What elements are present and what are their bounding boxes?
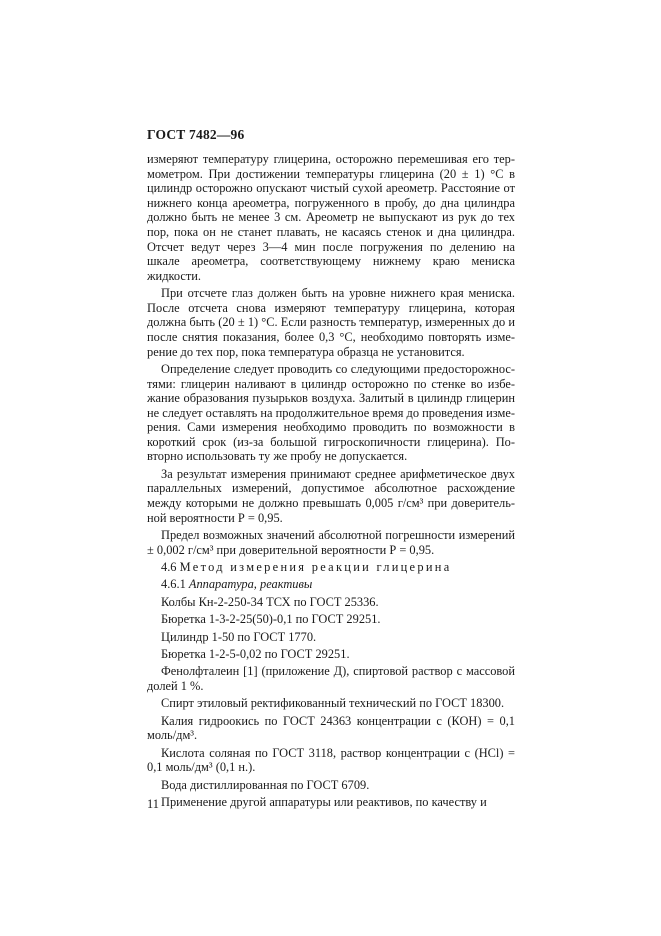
- list-item: Калия гидроокись по ГОСТ 24363 концентрации с (КОН) = 0,1 моль/дм³.: [147, 713, 515, 743]
- list-item: Применение другой аппаратуры или реактивов, по качеству и: [161, 795, 487, 810]
- list-item: Спирт этиловый ректификованный технический по ГОСТ 18300.: [161, 696, 505, 711]
- list-item: Цилиндр 1-50 по ГОСТ 1770.: [161, 629, 317, 644]
- list-item: Бюретка 1-2-5-0,02 по ГОСТ 29251.: [161, 646, 350, 661]
- subsection-number: 4.6.1: [161, 577, 186, 592]
- paragraph: Предел возможных значений абсолютной погрешности измерений ± 0,002 г/см³ при доверительной вероятности Р = 0,95.: [147, 528, 515, 557]
- subsection-title: Аппаратура, реактивы: [188, 577, 313, 592]
- paragraph: При отсчете глаз должен быть на уровне нижнего края мениска. После отсчета снова измеряют температуру глицерина, которая должна быть (20 ± 1) °С. Если разность температур, измеренных до и после снятия показания, более 0,3 °С, необходимо повторять измерение до тех пор, пока температура образца не установится.: [147, 286, 515, 359]
- paragraph: измеряют температуру глицерина, осторожно перемешивая его термометром. При достижении температуры глицерина (20 ± 1) °С в цилиндр осторожно опускают чистый сухой ареометр. Расстояние от нижнего конца ареометра, погруженного в пробу, до дна цилиндра должно быть не менее 3 см. Ареометр не выпускают из рук до тех пор, пока он не станет плавать, не касаясь стенок и дна цилиндра. Отсчет ведут через 3—4 мин после погружения по делению на шкале ареометра, соответствующему нижнему краю мениска жидкости.: [147, 152, 515, 283]
- paragraph: За результат измерения принимают среднее арифметическое двух параллельных измерений, допустимое абсолютное расхождение между которыми не должно превышать 0,005 г/см³ при доверительной вероятности Р = 0,95.: [147, 466, 515, 525]
- page-number: 11: [147, 797, 159, 811]
- list-item: Фенолфталеин [1] (приложение Д), спиртовой раствор с массовой долей 1 %.: [147, 664, 515, 693]
- section-number: 4.6: [161, 560, 177, 575]
- paragraph: Определение следует проводить со следующими предосторожностями: глицерин наливают в цилиндр осторожно по стенке во избежание образования пузырьков воздуха. Залитый в цилиндр глицерин не следует оставлять на продолжительное время до проведения измерения. Сами измерения необходимо проводить по возможности в короткий срок (из-за большой гигроскопичности глицерина). Повторно использовать ту же пробу не допускается.: [147, 361, 515, 464]
- list-item: Кислота соляная по ГОСТ 3118, раствор концентрации с (НСl) = 0,1 моль/дм³ (0,1 н.).: [147, 745, 515, 775]
- list-item: Бюретка 1-3-2-25(50)-0,1 по ГОСТ 29251.: [161, 612, 381, 627]
- document-code-header: ГОСТ 7482—96: [147, 127, 245, 142]
- page-body: [147, 152, 515, 812]
- section-heading: [147, 560, 515, 575]
- section-title: Метод измерения реакции глицерина: [179, 560, 452, 575]
- list-item: Колбы Кн-2-250-34 ТСХ по ГОСТ 25336.: [161, 594, 379, 609]
- list-item: Вода дистиллированная по ГОСТ 6709.: [161, 777, 370, 792]
- subsection-heading: [147, 577, 515, 592]
